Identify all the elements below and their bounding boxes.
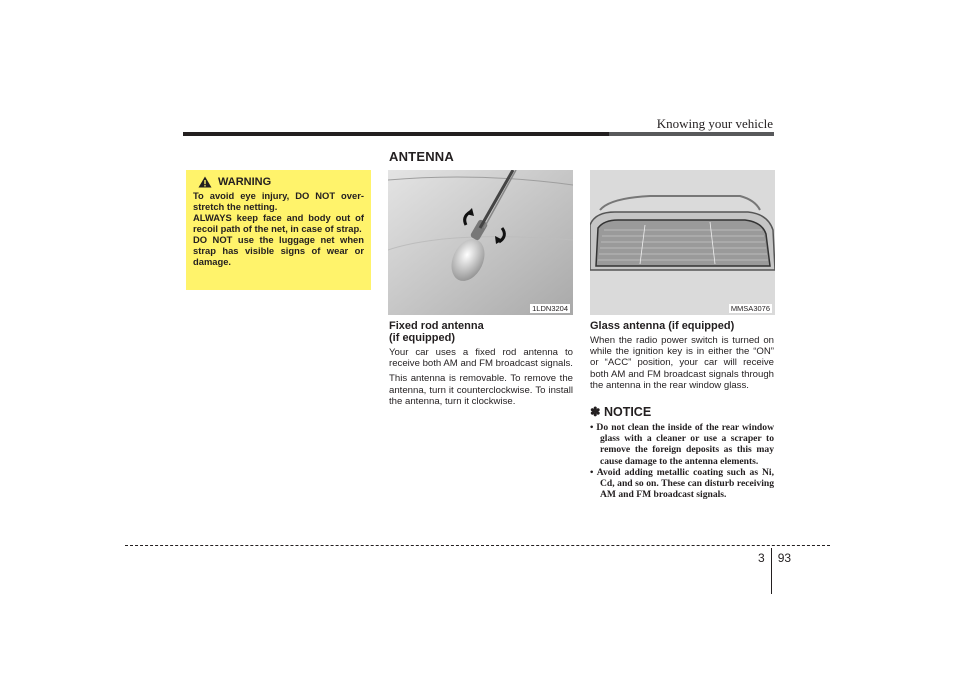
page-number <box>758 551 791 597</box>
warning-header <box>198 176 364 188</box>
footer-divider <box>125 545 830 546</box>
section-title: ANTENNA <box>389 149 454 164</box>
warning-line: To avoid eye injury, DO NOT over-stretch the netting. <box>193 190 364 212</box>
notice-item: • Avoid adding metallic coating such as Ni, Cd, and so on. These can disturb receiving AM and FM broadcast signals. <box>590 466 774 501</box>
fixed-antenna-photo <box>388 170 573 315</box>
glass-antenna-section <box>590 320 774 391</box>
warning-box <box>186 170 371 290</box>
body-paragraph: Your car uses a fixed rod antenna to receive both AM and FM broadcast signals. <box>389 347 573 370</box>
figure-code: MMSA3076 <box>730 304 770 313</box>
page-number-value: 93 <box>777 551 792 565</box>
header-rule <box>183 132 774 136</box>
fixed-antenna-section <box>389 320 573 407</box>
figure-code: 1LDN3204 <box>532 304 568 313</box>
body-paragraph: This antenna is removable. To remove the antenna, turn it counterclockwise. To install the antenna, turn it clockwise. <box>389 373 573 407</box>
fixed-antenna-illustration <box>388 170 573 315</box>
rear-window-illustration <box>590 170 775 315</box>
fixed-antenna-heading: Fixed rod antenna <box>389 320 484 332</box>
warning-line: DO NOT use the luggage net when strap has visible signs of wear or damage. <box>193 234 364 267</box>
glass-antenna-photo <box>590 170 775 315</box>
notice-heading: ✽ NOTICE <box>590 405 652 419</box>
body-paragraph: When the radio power switch is turned on while the ignition key is in either the “ON” or “ACC” position, your car will receive both AM and FM broadcast signals through the antenna in the rear window glass. <box>590 335 774 391</box>
running-header: Knowing your vehicle <box>656 116 773 131</box>
warning-line: ALWAYS keep face and body out of recoil path of the net, in case of strap. <box>193 212 364 234</box>
notice-item: • Do not clean the inside of the rear window glass with a cleaner or use a scraper to remove the foreign deposits as this may cause damage to the antenna elements. <box>590 422 774 467</box>
warning-label: WARNING <box>218 176 272 188</box>
chapter-number: 3 <box>758 551 765 565</box>
notice-list <box>590 422 774 500</box>
fixed-antenna-heading-sub: (if equipped) <box>389 332 455 344</box>
glass-antenna-heading: Glass antenna (if equipped) <box>590 320 735 332</box>
warning-triangle-icon <box>198 176 212 188</box>
